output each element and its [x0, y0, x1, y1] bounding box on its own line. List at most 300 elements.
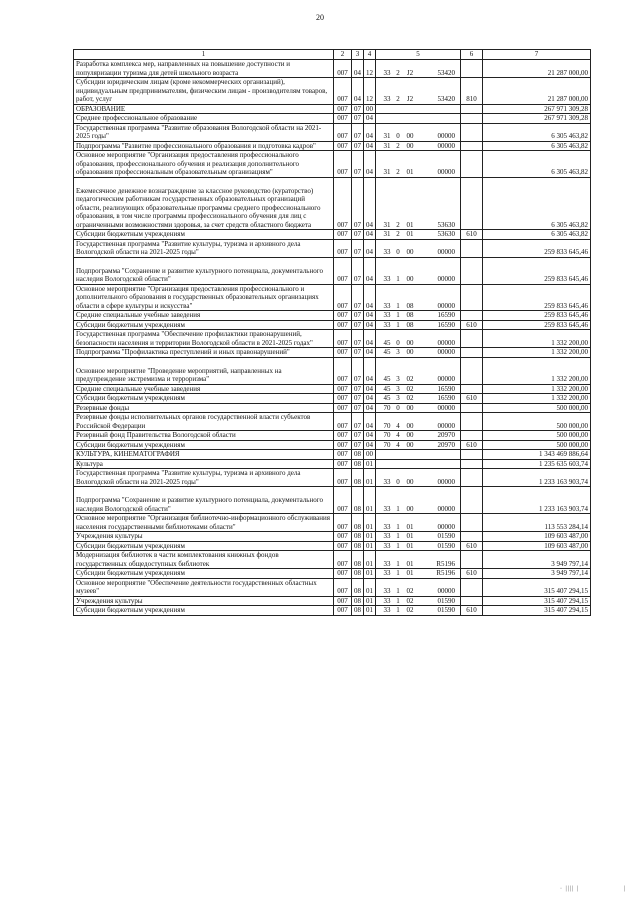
row-sum: 6 305 463,82	[483, 141, 591, 151]
row-target-article-cell	[376, 357, 461, 384]
row-target-program: 33	[383, 477, 391, 486]
row-target-article-cell	[376, 311, 461, 321]
row-target-subprogram: 1	[396, 275, 400, 283]
row-code-section: 07	[352, 431, 364, 441]
row-target-article-cell	[376, 450, 461, 460]
row-code-section: 08	[352, 569, 364, 579]
row-expense-type	[461, 114, 483, 124]
row-code-section: 08	[352, 596, 364, 606]
row-code-subsection: 01	[364, 569, 376, 579]
row-code-subsection: 01	[364, 551, 376, 569]
row-name-cell: Средние специальные учебные заведения	[74, 311, 334, 321]
table-row	[74, 469, 591, 487]
table-row	[74, 151, 591, 178]
row-code-ministry: 007	[334, 551, 352, 569]
table-row	[74, 551, 591, 569]
row-code-subsection: 04	[364, 284, 376, 311]
row-target-direction: 20970	[437, 440, 455, 449]
row-target-program: 33	[383, 522, 391, 531]
row-target-direction: 16590	[437, 384, 455, 393]
table-row	[74, 413, 591, 431]
row-target-direction: 53420	[437, 95, 455, 103]
row-target-event: 02	[406, 384, 414, 393]
row-name-cell: Основное мероприятие "Организация предоставления профессионального и дополнительного образования в государственных образовательных организациях области в сфере культуры и искусства"	[74, 284, 334, 311]
row-target-program: 33	[383, 275, 391, 283]
row-sum: 259 833 645,46	[483, 257, 591, 284]
row-code-ministry: 007	[334, 78, 352, 105]
row-target-article-cell	[376, 487, 461, 514]
row-target-event: 01	[406, 569, 414, 577]
row-target-direction: 16590	[437, 320, 455, 329]
row-code-ministry: 007	[334, 257, 352, 284]
row-sum: 21 287 000,00	[483, 78, 591, 105]
row-target-subprogram: 1	[396, 532, 400, 540]
row-code-section: 07	[352, 330, 364, 348]
row-target-subprogram: 4	[396, 431, 400, 439]
row-code-section: 07	[352, 357, 364, 384]
row-expense-type	[461, 257, 483, 284]
row-name-cell: Ежемесячное денежное вознаграждение за классное руководство (кураторство) педагогическим работникам государственных образовательных организаций области, реализующих образовательные программы среднего профессионального образования, в том числе программы профессионального обучения для лиц с ограниченными возможностями здоровья, за счет средств областного бюджета	[74, 177, 334, 230]
row-code-ministry: 007	[334, 532, 352, 542]
row-code-ministry: 007	[334, 403, 352, 413]
row-sum: 259 833 645,46	[483, 311, 591, 321]
row-target-program: 45	[383, 348, 391, 356]
row-target-event: 08	[406, 320, 414, 329]
row-target-event: 00	[406, 141, 414, 150]
row-expense-type	[461, 357, 483, 384]
row-code-ministry: 007	[334, 487, 352, 514]
row-target-event: 02	[406, 375, 414, 383]
row-code-ministry: 007	[334, 60, 352, 78]
row-target-subprogram: 1	[396, 587, 400, 595]
row-expense-type	[461, 450, 483, 460]
row-sum: 500 000,00	[483, 413, 591, 431]
row-name-cell: Государственная программа "Обеспечение профилактики правонарушений, безопасности населения и территории Вологодской области в 2021-2025 годах"	[74, 330, 334, 348]
row-expense-type	[461, 487, 483, 514]
row-expense-type: 610	[461, 230, 483, 240]
row-code-section: 07	[352, 384, 364, 394]
table-row	[74, 257, 591, 284]
row-target-subprogram: 3	[396, 348, 400, 356]
row-target-program: 31	[383, 220, 391, 229]
row-target-direction: 00000	[437, 248, 455, 256]
row-target-subprogram: 0	[396, 338, 400, 347]
row-name-cell: Среднее профессиональное образование	[74, 114, 334, 124]
row-expense-type	[461, 578, 483, 596]
row-target-event: 01	[406, 559, 414, 568]
row-target-program: 45	[383, 375, 391, 383]
row-target-direction: 53420	[437, 68, 455, 77]
row-code-ministry: 007	[334, 413, 352, 431]
row-code-section: 07	[352, 239, 364, 257]
row-target-program: 31	[383, 141, 391, 150]
row-target-subprogram: 1	[396, 522, 400, 531]
row-target-subprogram: 2	[396, 141, 400, 150]
row-code-subsection: 04	[364, 440, 376, 450]
row-target-article-cell	[376, 348, 461, 358]
row-expense-type	[461, 348, 483, 358]
row-target-direction: 01590	[437, 596, 455, 605]
row-expense-type	[461, 239, 483, 257]
row-target-event: 01	[406, 230, 414, 238]
row-target-direction: 00000	[437, 587, 455, 595]
table-row	[74, 596, 591, 606]
row-target-subprogram: 1	[396, 541, 400, 550]
row-name-cell: Разработка комплекса мер, направленных на повышение доступности и популяризации туризма для детей школьного возраста	[74, 60, 334, 78]
table-row	[74, 384, 591, 394]
row-name-cell: Подпрограмма "Развитие профессионального образования и подготовка кадров"	[74, 141, 334, 151]
row-code-subsection: 01	[364, 459, 376, 469]
row-code-section: 07	[352, 413, 364, 431]
row-sum: 1 235 635 603,74	[483, 459, 591, 469]
row-target-subprogram: 1	[396, 559, 400, 568]
row-expense-type	[461, 384, 483, 394]
row-code-section: 07	[352, 394, 364, 404]
row-target-event: 00	[406, 477, 414, 486]
row-target-event: 02	[406, 606, 414, 614]
row-code-ministry: 007	[334, 330, 352, 348]
row-code-section: 08	[352, 532, 364, 542]
row-target-event: 00	[406, 132, 414, 140]
row-target-event: 08	[406, 311, 414, 319]
row-target-event: 01	[406, 220, 414, 229]
row-expense-type	[461, 123, 483, 141]
row-target-subprogram: 0	[396, 477, 400, 486]
row-code-subsection: 04	[364, 320, 376, 330]
row-code-ministry: 007	[334, 450, 352, 460]
row-target-direction: 20970	[437, 431, 455, 439]
row-sum: 267 971 309,28	[483, 104, 591, 114]
row-target-article-cell	[376, 459, 461, 469]
table-row	[74, 459, 591, 469]
row-code-subsection: 01	[364, 487, 376, 514]
budget-table	[73, 49, 591, 616]
row-code-section: 08	[352, 578, 364, 596]
row-code-subsection: 01	[364, 596, 376, 606]
row-target-subprogram: 3	[396, 394, 400, 402]
row-target-program: 33	[383, 320, 391, 329]
header-col-3: 3	[352, 50, 364, 60]
row-code-ministry: 007	[334, 541, 352, 551]
row-code-subsection: 04	[364, 311, 376, 321]
table-row	[74, 104, 591, 114]
row-target-event: 00	[406, 403, 414, 412]
row-target-direction: 16590	[437, 311, 455, 319]
row-target-article-cell	[376, 230, 461, 240]
row-target-event: 02	[406, 394, 414, 402]
row-code-section: 08	[352, 459, 364, 469]
row-code-section: 07	[352, 151, 364, 178]
row-code-subsection: 04	[364, 239, 376, 257]
row-target-article-cell	[376, 104, 461, 114]
row-target-article-cell	[376, 541, 461, 551]
row-code-ministry: 007	[334, 514, 352, 532]
page-number: 20	[316, 13, 324, 22]
row-target-subprogram: 0	[396, 403, 400, 412]
row-target-program: 70	[383, 440, 391, 449]
row-sum: 1 332 200,00	[483, 348, 591, 358]
row-target-subprogram: 2	[396, 68, 400, 77]
row-target-event: 01	[406, 541, 414, 550]
row-target-program: 33	[383, 559, 391, 568]
table-row	[74, 348, 591, 358]
row-target-article-cell	[376, 569, 461, 579]
row-expense-type	[461, 151, 483, 178]
row-code-subsection: 04	[364, 141, 376, 151]
row-target-program: 45	[383, 384, 391, 393]
row-expense-type	[461, 311, 483, 321]
row-expense-type	[461, 104, 483, 114]
footer-scan-mark-right: |	[624, 886, 626, 892]
row-code-section: 07	[352, 114, 364, 124]
row-sum: 315 407 294,15	[483, 596, 591, 606]
row-code-subsection: 01	[364, 541, 376, 551]
row-sum: 6 305 463,82	[483, 230, 591, 240]
row-target-program: 33	[383, 596, 391, 605]
row-target-article-cell	[376, 239, 461, 257]
row-code-section: 08	[352, 541, 364, 551]
row-code-section: 08	[352, 551, 364, 569]
table-row	[74, 394, 591, 404]
table-row	[74, 569, 591, 579]
row-target-article-cell	[376, 330, 461, 348]
row-target-direction: 00000	[437, 338, 455, 347]
row-sum: 500 000,00	[483, 440, 591, 450]
row-sum: 109 603 487,00	[483, 532, 591, 542]
row-code-ministry: 007	[334, 284, 352, 311]
row-target-event: 00	[406, 440, 414, 449]
row-code-subsection: 04	[364, 257, 376, 284]
row-name-cell: Резервный фонд Правительства Вологодской области	[74, 431, 334, 441]
row-sum: 500 000,00	[483, 403, 591, 413]
row-target-program: 45	[383, 338, 391, 347]
row-name-cell: Государственная программа "Развитие культуры, туризма и архивного дела Вологодской области на 2021-2025 годы"	[74, 469, 334, 487]
row-code-subsection: 04	[364, 177, 376, 230]
row-code-section: 07	[352, 177, 364, 230]
row-target-article-cell	[376, 440, 461, 450]
row-target-direction: 01590	[437, 606, 455, 614]
row-code-subsection: 01	[364, 514, 376, 532]
row-code-ministry: 007	[334, 348, 352, 358]
table-row	[74, 78, 591, 105]
row-expense-type	[461, 177, 483, 230]
row-code-subsection: 04	[364, 348, 376, 358]
row-name-cell: Субсидии бюджетным учреждениям	[74, 440, 334, 450]
row-sum: 1 343 469 886,64	[483, 450, 591, 460]
row-target-article-cell	[376, 320, 461, 330]
row-name-cell: Учреждения культуры	[74, 532, 334, 542]
row-code-subsection: 01	[364, 469, 376, 487]
row-target-direction: R5196	[436, 569, 455, 577]
header-col-1: 1	[74, 50, 334, 60]
row-target-subprogram: 2	[396, 95, 400, 103]
row-code-subsection: 00	[364, 450, 376, 460]
row-code-ministry: 007	[334, 469, 352, 487]
row-target-event: 00	[406, 504, 414, 513]
row-name-cell: Основное мероприятие "Организация библиотечно-информационного обслуживания населения государственными библиотеками области"	[74, 514, 334, 532]
row-expense-type: 810	[461, 78, 483, 105]
row-expense-type	[461, 532, 483, 542]
row-name-cell: Подпрограмма "Профилактика преступлений и иных правонарушений"	[74, 348, 334, 358]
row-target-subprogram: 1	[396, 569, 400, 577]
footer-scan-mark: · |||| |	[560, 886, 580, 892]
row-expense-type	[461, 431, 483, 441]
row-expense-type: 610	[461, 541, 483, 551]
row-target-subprogram: 1	[396, 596, 400, 605]
row-target-direction: 01590	[437, 541, 455, 550]
row-target-subprogram: 4	[396, 440, 400, 449]
row-name-cell: Резервные фонды исполнительных органов государственной власти субъектов Российской Федерации	[74, 413, 334, 431]
row-target-direction: 01590	[437, 532, 455, 540]
row-target-event: 02	[406, 587, 414, 595]
row-sum: 113 553 284,14	[483, 514, 591, 532]
row-code-section: 07	[352, 348, 364, 358]
row-code-ministry: 007	[334, 239, 352, 257]
row-name-cell: Субсидии бюджетным учреждениям	[74, 606, 334, 616]
row-target-subprogram: 0	[396, 132, 400, 140]
row-target-program: 31	[383, 230, 391, 238]
row-name-cell: Субсидии бюджетным учреждениям	[74, 320, 334, 330]
row-name-cell: ОБРАЗОВАНИЕ	[74, 104, 334, 114]
row-code-subsection: 04	[364, 357, 376, 384]
row-target-program: 33	[383, 587, 391, 595]
row-sum: 315 407 294,15	[483, 606, 591, 616]
row-expense-type: 610	[461, 440, 483, 450]
row-target-subprogram: 2	[396, 220, 400, 229]
row-code-ministry: 007	[334, 606, 352, 616]
table-row	[74, 541, 591, 551]
row-name-cell: Субсидии бюджетным учреждениям	[74, 394, 334, 404]
row-sum: 6 305 463,82	[483, 123, 591, 141]
row-target-article-cell	[376, 596, 461, 606]
table-row	[74, 320, 591, 330]
row-target-article-cell	[376, 431, 461, 441]
row-target-event: 00	[406, 421, 414, 430]
header-col-4: 4	[364, 50, 376, 60]
row-target-program: 33	[383, 606, 391, 614]
row-sum: 109 603 487,00	[483, 541, 591, 551]
row-target-article-cell	[376, 532, 461, 542]
row-target-event: 00	[406, 431, 414, 439]
row-expense-type	[461, 551, 483, 569]
row-code-subsection: 04	[364, 330, 376, 348]
row-expense-type: 610	[461, 320, 483, 330]
row-expense-type: 610	[461, 569, 483, 579]
row-code-ministry: 007	[334, 320, 352, 330]
row-code-ministry: 007	[334, 459, 352, 469]
row-expense-type: 610	[461, 606, 483, 616]
row-name-cell: Государственная программа "Развитие образования Вологодской области на 2021-2025 годы"	[74, 123, 334, 141]
row-target-event: 00	[406, 338, 414, 347]
row-target-program: 70	[383, 403, 391, 412]
row-target-subprogram: 1	[396, 320, 400, 329]
table-row	[74, 284, 591, 311]
row-target-direction: 00000	[437, 141, 455, 150]
row-code-section: 07	[352, 257, 364, 284]
row-target-subprogram: 0	[396, 248, 400, 256]
row-name-cell: Культура	[74, 459, 334, 469]
row-target-direction: 00000	[437, 504, 455, 513]
row-target-direction: R5196	[436, 559, 455, 568]
row-target-article-cell	[376, 60, 461, 78]
table-row	[74, 450, 591, 460]
row-code-section: 08	[352, 514, 364, 532]
table-row	[74, 514, 591, 532]
row-code-ministry: 007	[334, 123, 352, 141]
row-sum: 6 305 463,82	[483, 177, 591, 230]
row-target-direction: 00000	[437, 522, 455, 531]
row-sum: 259 833 645,46	[483, 239, 591, 257]
row-target-article-cell	[376, 141, 461, 151]
row-target-subprogram: 1	[396, 311, 400, 319]
row-target-article-cell	[376, 413, 461, 431]
table-row	[74, 606, 591, 616]
row-code-subsection: 04	[364, 431, 376, 441]
row-code-subsection: 04	[364, 151, 376, 178]
row-code-subsection: 04	[364, 123, 376, 141]
row-code-subsection: 04	[364, 403, 376, 413]
row-target-direction: 00000	[437, 275, 455, 283]
row-sum: 1 233 163 903,74	[483, 469, 591, 487]
row-code-ministry: 007	[334, 230, 352, 240]
row-target-article-cell	[376, 394, 461, 404]
row-target-subprogram: 3	[396, 384, 400, 393]
row-code-subsection: 04	[364, 114, 376, 124]
row-expense-type	[461, 469, 483, 487]
row-target-direction: 00000	[437, 421, 455, 430]
row-expense-type	[461, 413, 483, 431]
row-target-program: 31	[383, 168, 391, 176]
row-code-section: 07	[352, 320, 364, 330]
row-target-article-cell	[376, 469, 461, 487]
row-code-section: 07	[352, 284, 364, 311]
row-name-cell: Подпрограмма "Сохранение и развитие культурного потенциала, документального наследия Вологодской области"	[74, 257, 334, 284]
row-sum: 3 949 797,14	[483, 551, 591, 569]
row-code-section: 08	[352, 487, 364, 514]
header-col-7: 7	[483, 50, 591, 60]
row-target-program: 33	[383, 541, 391, 550]
row-name-cell: Подпрограмма "Сохранение и развитие культурного потенциала, документального наследия Вологодской области"	[74, 487, 334, 514]
row-sum: 1 233 163 903,74	[483, 487, 591, 514]
table-row	[74, 357, 591, 384]
table-row	[74, 123, 591, 141]
row-name-cell: Резервные фонды	[74, 403, 334, 413]
row-target-article-cell	[376, 514, 461, 532]
row-target-direction: 00000	[437, 477, 455, 486]
row-sum: 259 833 645,46	[483, 320, 591, 330]
row-target-direction: 00000	[437, 132, 455, 140]
row-name-cell: Субсидии бюджетным учреждениям	[74, 569, 334, 579]
row-expense-type	[461, 403, 483, 413]
row-sum: 315 407 294,15	[483, 578, 591, 596]
header-col-5: 5	[376, 50, 461, 60]
row-name-cell: Основное мероприятие "Проведение мероприятий, направленных на предупреждение экстремизма и терроризма"	[74, 357, 334, 384]
header-col-2: 2	[334, 50, 352, 60]
row-expense-type	[461, 514, 483, 532]
row-target-subprogram: 4	[396, 421, 400, 430]
table-row	[74, 177, 591, 230]
row-target-program: 33	[383, 68, 391, 77]
row-target-event: 01	[406, 532, 414, 540]
row-target-event: J2	[406, 95, 414, 103]
row-target-direction: 00000	[437, 375, 455, 383]
table-row	[74, 141, 591, 151]
table-body	[74, 60, 591, 616]
row-sum: 500 000,00	[483, 431, 591, 441]
table-row	[74, 60, 591, 78]
row-target-program: 33	[383, 532, 391, 540]
row-target-program: 31	[383, 132, 391, 140]
